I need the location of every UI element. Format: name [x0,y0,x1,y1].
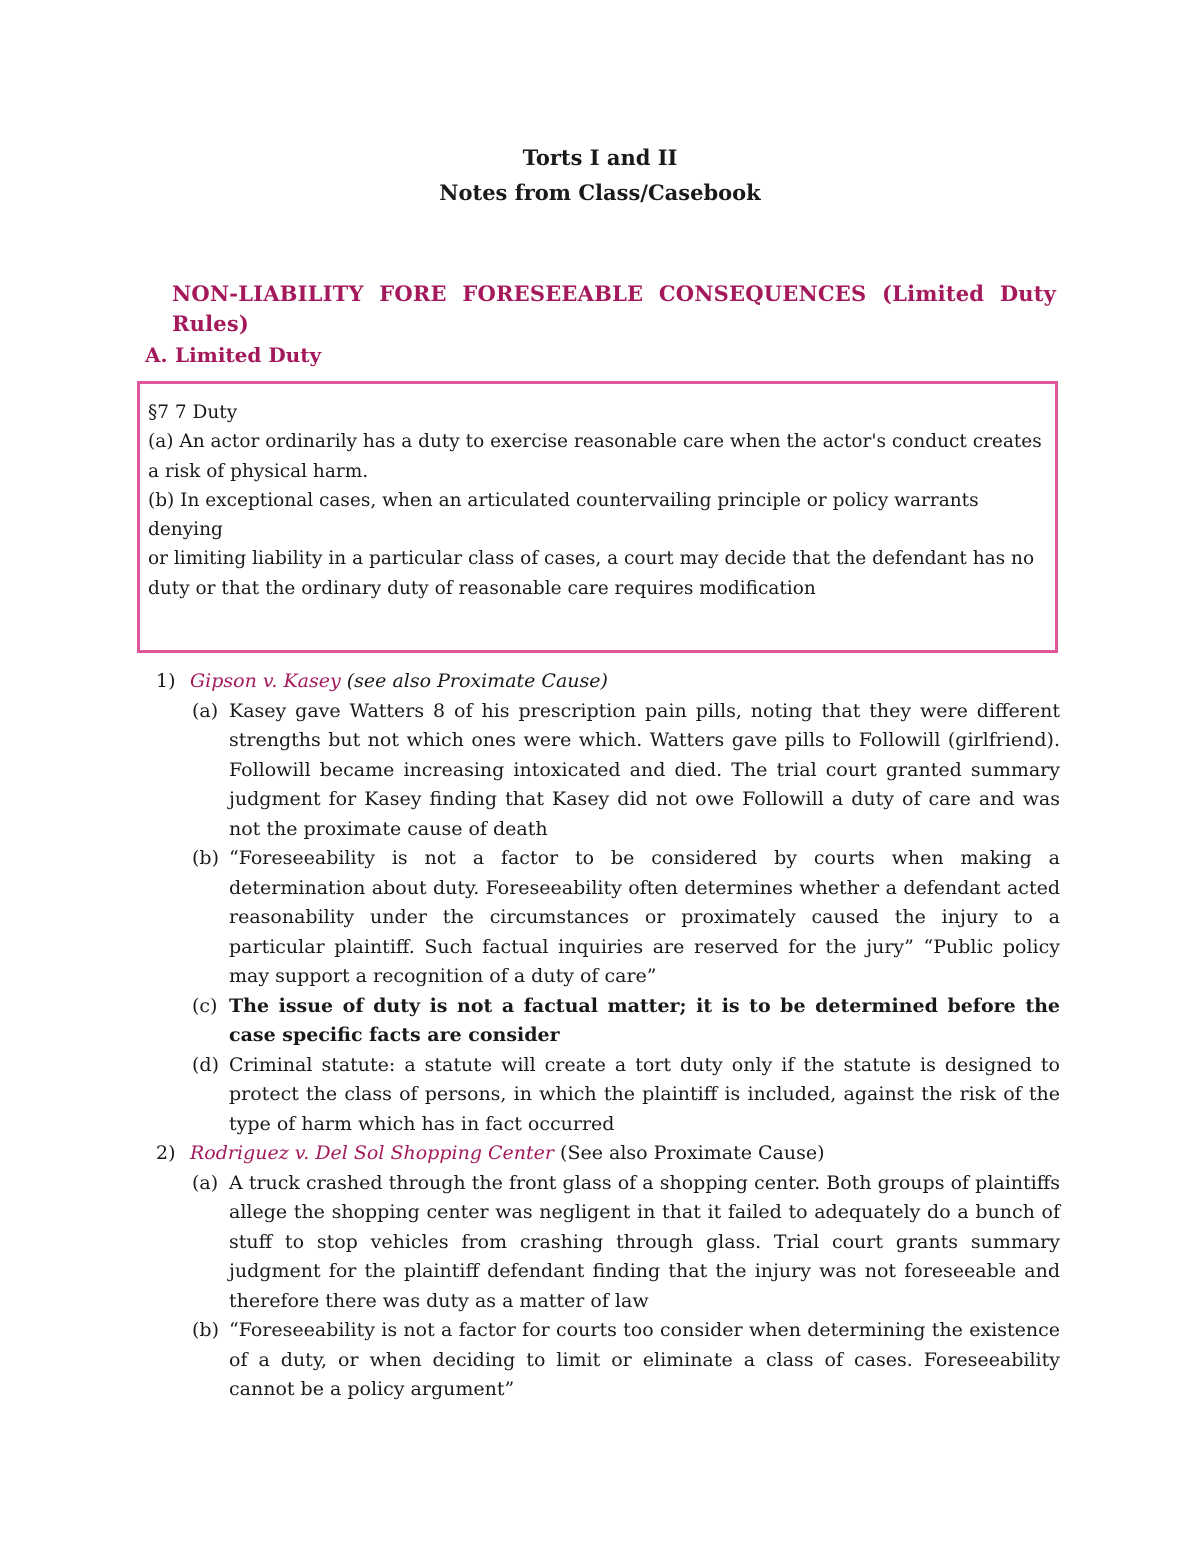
point-text-bold: The issue of duty is not a factual matter; it is to be determined before the case specific facts are consider [229,994,1060,1046]
rule-line: or limiting liability in a particular class of cases, a court may decide that the defendant has no duty or that the ordinary duty of reasonable care requires modification [148,548,1035,599]
point-letter: (c) [192,994,218,1017]
case-point [192,1316,1060,1405]
case-number: 2) [156,1142,176,1164]
point-letter: (a) [192,699,219,722]
case-title [190,667,1060,697]
point-text: Kasey gave Watters 8 of his prescription pain pills, noting that they were different strengths but not which ones were which. Watters gave pills to Followill (girlfriend). Followill became increasing intoxicated and died. The trial court granted summary judgment for Kasey finding that Kasey did not owe Followill a duty of care and was not the proximate cause of death [229,699,1060,840]
case-point [192,992,1060,1051]
case-point [192,697,1060,845]
case-number: 1) [156,670,176,692]
rule-line: (b) In exceptional cases, when an articulated countervailing principle or policy warrants denying [148,489,979,541]
point-letter: (a) [192,1171,219,1194]
case-title [190,1139,1060,1169]
subsection-heading [145,340,321,370]
point-letter: (d) [192,1053,219,1076]
case-item [150,1139,1060,1405]
subsection-letter: A. [145,343,168,367]
case-point [192,1169,1060,1317]
point-text: “Foreseeability is not a factor for courts too consider when determining the existence of a duty, or when deciding to limit or eliminate a class of cases. Foreseeability cannot be a policy argument” [229,1319,1060,1400]
case-point [192,1051,1060,1140]
restatement-rule-box [137,381,1058,653]
point-text: “Foreseeability is not a factor to be considered by courts when making a determination about duty. Foreseeability often determines whether a defendant acted reasonability under the circumstances or proximately caused the injury to a particular plaintiff. Such factual inquiries are reserved for the jury” “Public policy may support a recognition of a duty of care” [229,847,1060,987]
case-item [150,667,1060,1139]
rule-line: §7 7 Duty [148,402,238,423]
point-text: Criminal statute: a statute will create a tort duty only if the statute is designed to protect the class of persons, in which the plaintiff is included, against the risk of the type of harm which has in fact occurred [229,1053,1060,1135]
document-subtitle: Notes from Class/Casebook [439,180,761,205]
case-see-also: (See also Proximate Cause) [560,1142,825,1164]
case-name: Gipson v. Kasey [190,670,341,692]
point-letter: (b) [192,1319,219,1341]
section-heading: NON-LIABILITY FORE FORESEEABLE CONSEQUENCES (Limited Duty Rules) [172,281,1056,336]
point-letter: (b) [192,847,219,869]
case-point [192,844,1060,992]
point-text: A truck crashed through the front glass of a shopping center. Both groups of plaintiffs allege the shopping center was negligent in that it failed to adequately do a bunch of stuff to stop vehicles from crashing through glass. Trial court grants summary judgment for the plaintiff defendant finding that the injury was not foreseeable and therefore there was duty as a matter of law [229,1171,1060,1312]
rule-line: (a) An actor ordinarily has a duty to exercise reasonable care when the actor's conduct creates a risk of physical harm. [148,431,1042,482]
case-name: Rodriguez v. Del Sol Shopping Center [190,1142,554,1164]
case-list [150,667,1060,1405]
document-title: Torts I and II [522,145,678,170]
subsection-title: Limited Duty [175,343,322,367]
case-see-also: (see also Proximate Cause) [346,670,608,692]
